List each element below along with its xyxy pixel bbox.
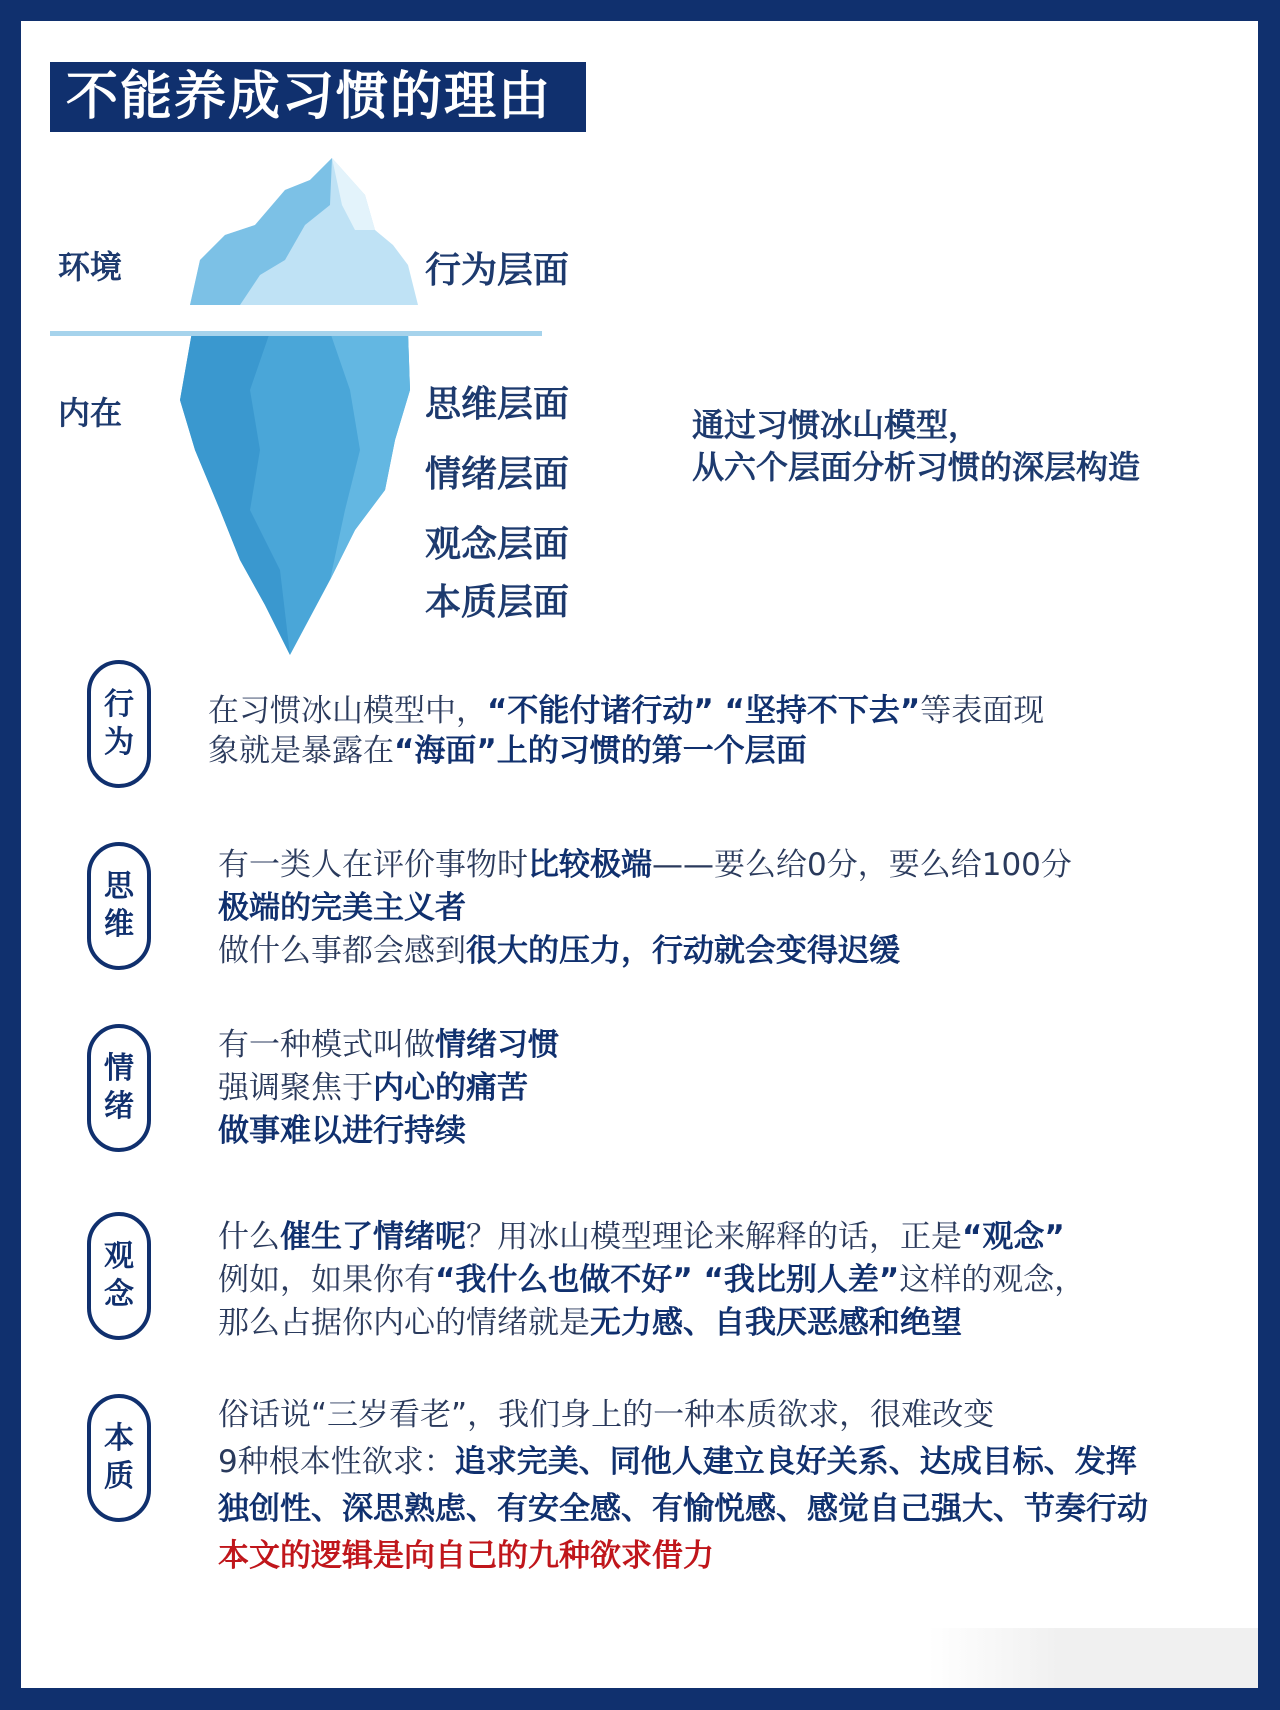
badge-essence-char-2: 质 [104,1459,134,1494]
intro-line-1: 通过习惯冰山模型， [692,406,981,444]
emphasis-text: 比较极端 [528,847,652,883]
emphasis-text: “我什么也做不好” “我比别人差” [435,1262,900,1298]
section-line [218,1533,1148,1580]
level-label-belief: 观念层面 [425,524,570,565]
emphasis-text: 追求完美、同他人建立良好关系、达成目标、发挥 [454,1444,1137,1480]
badge-belief-char-2: 念 [104,1277,134,1312]
corner-fade [928,1628,1258,1688]
badge-behavior-char-1: 行 [104,687,134,722]
emphasis-text: 独创性、深思熟虑、有安全感、有愉悦感、感觉自己强大、节奏行动 [218,1491,1148,1527]
intro-line-2: 从六个层面分析习惯的深层构造 [692,448,1141,486]
section-line [218,1392,1148,1439]
page-title: 不能养成习惯的理由 [50,62,586,132]
emphasis-text: “观念” [962,1219,1065,1255]
badge-thinking-char-2: 维 [104,907,134,942]
section-line [208,691,1044,731]
body-text: 有一类人在评价事物时 [218,847,528,883]
section-thinking-text [218,844,1072,973]
section-line [218,930,1072,973]
emphasis-text: 极端的完美主义者 [218,890,466,926]
body-text: 等表面现 [920,693,1045,729]
emphasis-text: 情绪习惯 [435,1027,559,1063]
section-line [208,731,1044,771]
emphasis-text: 很大的压力，行动就会变得迟缓 [466,933,900,969]
level-label-thinking: 思维层面 [425,384,570,425]
body-text: ——要么给0分，要么给100分 [652,847,1072,883]
badge-emotion [87,1024,151,1152]
label-inner: 内在 [58,394,123,432]
badge-belief [87,1212,151,1340]
section-behavior-text [208,691,1044,771]
body-text: 强调聚焦于 [218,1070,373,1106]
section-line [218,1486,1148,1533]
section-emotion-text [218,1024,559,1153]
body-text: 例如，如果你有 [218,1262,435,1298]
body-text: 做什么事都会感到 [218,933,466,969]
section-belief-text [218,1216,1085,1345]
body-text: 9种根本性欲求： [218,1444,455,1480]
section-line [218,1259,1085,1302]
badge-thinking [87,842,151,970]
section-line [218,1216,1085,1259]
badge-emotion-char-2: 绪 [104,1089,134,1124]
iceberg-illustration [180,150,450,660]
badge-behavior [87,660,151,788]
section-line [218,1110,559,1153]
badge-essence [87,1394,151,1522]
badge-belief-char-1: 观 [104,1239,134,1274]
section-line [218,1439,1148,1486]
section-line [218,1067,559,1110]
intro-text [692,404,1140,488]
badge-essence-char-1: 本 [104,1421,134,1456]
body-text: 什么 [218,1219,280,1255]
section-essence-text [218,1392,1148,1580]
label-environment: 环境 [58,248,123,286]
level-label-behavior: 行为层面 [425,250,570,291]
emphasis-text: 催生了情绪呢 [280,1219,466,1255]
body-text: 俗话说“三岁看老”，我们身上的一种本质欲求，很难改变 [218,1397,995,1433]
section-line [218,1302,1085,1345]
emphasis-text: “不能付诸行动” “坚持不下去” [487,693,921,729]
body-text: 在习惯冰山模型中， [208,693,487,729]
body-text: 这样的观念， [899,1262,1086,1298]
badge-emotion-char-1: 情 [104,1051,134,1086]
highlight-text: 本文的逻辑是向自己的九种欲求借力 [218,1538,714,1574]
section-line [218,887,1072,930]
badge-behavior-char-2: 为 [104,725,134,760]
emphasis-text: 无力感、自我厌恶感和绝望 [590,1305,962,1341]
level-label-essence: 本质层面 [425,582,570,623]
emphasis-text: “海面”上的习惯的第一个层面 [394,733,807,769]
emphasis-text: 内心的痛苦 [373,1070,528,1106]
level-label-emotion: 情绪层面 [425,454,570,495]
body-text: 那么占据你内心的情绪就是 [218,1305,590,1341]
section-line [218,1024,559,1067]
badge-thinking-char-1: 思 [104,869,134,904]
body-text: 象就是暴露在 [208,733,394,769]
body-text: ？用冰山模型理论来解释的话，正是 [466,1219,962,1255]
section-line [218,844,1072,887]
waterline [50,331,542,336]
body-text: 有一种模式叫做 [218,1027,435,1063]
emphasis-text: 做事难以进行持续 [218,1113,466,1149]
